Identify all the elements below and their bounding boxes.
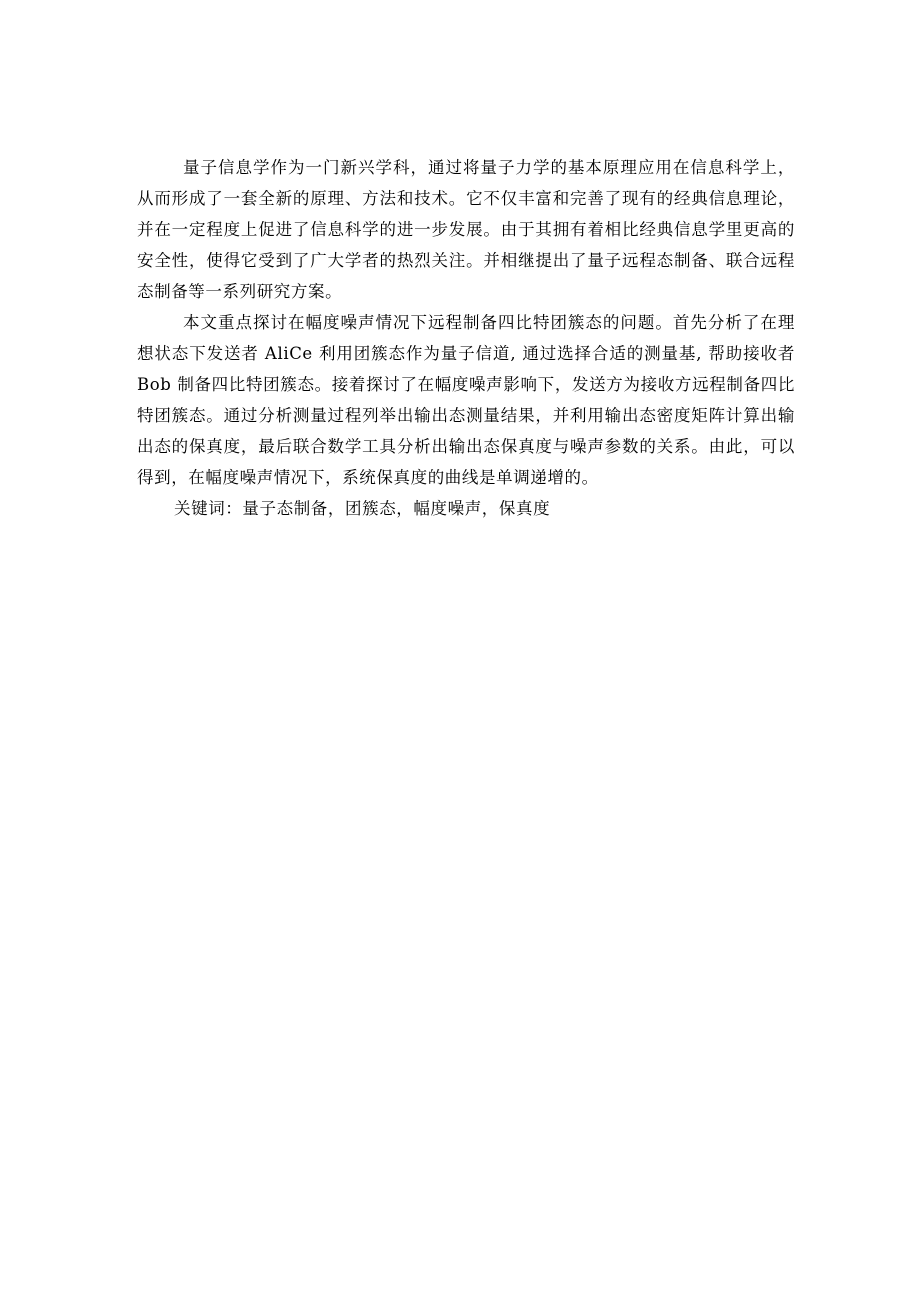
keywords-line: 关键词：量子态制备，团簇态，幅度噪声，保真度	[174, 499, 551, 518]
abstract-paragraph-method: 本文重点探讨在幅度噪声情况下远程制备四比特团簇态的问题。首先分析了在理想状态下发送者 AliCe 利用团簇态作为量子信道, 通过选择合适的测量基, 帮助接收者 Bob 制备四比特团簇态。接着探讨了在幅度噪声影响下，发送方为接收方远程制备四比特团簇态。通过分析测量过程列举出输出态测量结果，并利用输出态密度矩阵计算出输出态的保真度，最后联合数学工具分析出输出态保真度与噪声参数的关系。由此，可以得到，在幅度噪声情况下，系统保真度的曲线是单调递增的。	[137, 313, 795, 487]
abstract-paragraph-intro: 量子信息学作为一门新兴学科，通过将量子力学的基本原理应用在信息科学上，从而形成了一套全新的原理、方法和技术。它不仅丰富和完善了现有的经典信息理论，并在一定程度上促进了信息科学的进一步发展。由于其拥有着相比经典信息学里更高的安全性，使得它受到了广大学者的热烈关注。并相继提出了量子远程态制备、联合远程态制备等一系列研究方案。	[137, 158, 795, 301]
abstract-section	[137, 152, 795, 524]
